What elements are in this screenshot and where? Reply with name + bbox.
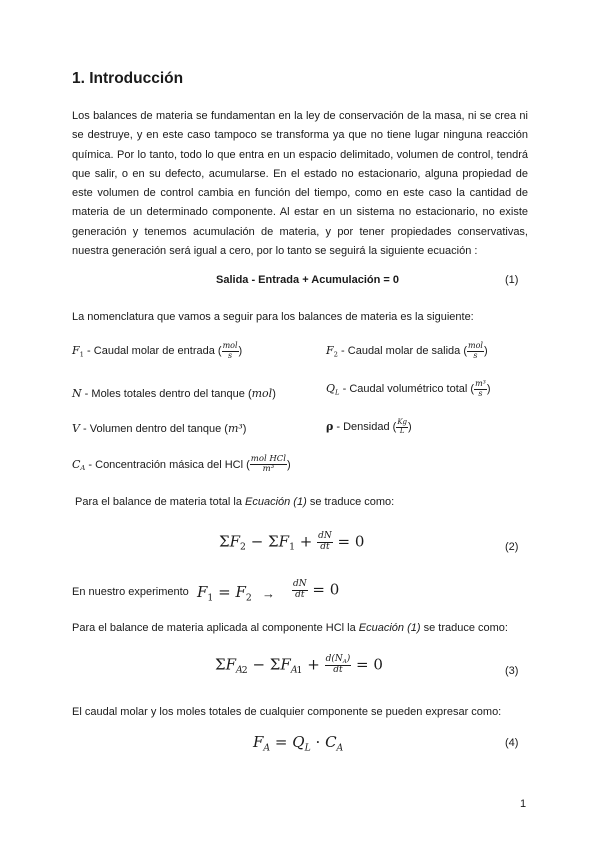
arrow-symbol: →	[262, 586, 275, 601]
equation-3-number: (3)	[505, 665, 519, 677]
equation-1-reference: Ecuación (1)	[245, 496, 307, 508]
equation-1-reference-2: Ecuación (1)	[358, 622, 421, 634]
nomenclature-item-ql: $Q_L$ - Caudal volumétrico total ( $\frac{\text{m³}}{s}$ )	[326, 379, 491, 398]
nomenclature-item-v: V - Volumen dentro del tanque (m³)	[72, 422, 247, 435]
nomenclature-item-rho: ρ - Densidad ( $\frac{Kg}{L}$ )	[326, 418, 412, 435]
experiment-relation: $F_1 = F_2$	[197, 583, 252, 604]
nomenclature-item-n: N - Moles totales dentro del tanque (mol)	[72, 387, 276, 400]
nomenclature-intro: La nomenclatura que vamos a seguir para los balances de materia es la siguiente:	[72, 311, 474, 323]
intro-paragraph: Los balances de materia se fundamentan en la ley de conservación de la masa, ni se crea ni se destruye, y en este caso tampoco se transforma ya que no tiene lugar ninguna reacción química. Por lo tanto, todo lo que entra en un espacio delimitado, volumen de control, tendrá que salir, o en su defecto, acumularse. En el estado no estacionario, alguna propiedad de este volumen de control cambia en función del tiempo, como en este caso la cantidad de materia de un determinado componente. Al estar en un sistema no estacionario, no existe generación y tenemos acumulación de materia, y por tener propiedades conservativas, nuestra generación será igual a cero, por lo tanto se seguirá la siguiente ecuación :	[72, 110, 528, 258]
total-balance-text: Para el balance de materia total la Ecuación (1) se traduce como:	[75, 496, 395, 508]
nomenclature-item-f2: $F_2$ - Caudal molar de salida ( $\frac{\text{mol}}{s}$ )	[326, 341, 488, 360]
page-number: 1	[520, 798, 527, 810]
expression-text: El caudal molar y los moles totales de cualquier componente se pueden expresar como:	[72, 706, 502, 718]
experiment-text: En nuestro experimento	[72, 586, 189, 598]
equation-4-number: (4)	[505, 737, 519, 749]
component-balance-text: Para el balance de materia aplicada al componente HCl la Ecuación (1) se traduce como:	[72, 622, 508, 634]
experiment-result: $\frac{dN}{dt}$ = 0	[293, 579, 340, 600]
nomenclature-item-ca: $C_A$ - Concentración másica del HCl ( $\frac{\text{mol HCl}}{\text{m³}}$ )	[72, 454, 291, 475]
equation-1: Salida - Entrada + Acumulación = 0	[216, 274, 399, 286]
equation-4: $F_A = Q_L \cdot C_A$	[253, 733, 344, 754]
section-number: 1.	[72, 70, 85, 87]
nomenclature-item-f1: $F_1$ - Caudal molar de entrada ( $\frac{\text{mol}}{s}$ )	[72, 341, 243, 360]
section-heading	[72, 70, 183, 88]
section-title: Introducción	[89, 70, 184, 87]
equation-2-number: (2)	[505, 541, 519, 553]
equation-2: $\Sigma F_2 - \Sigma F_1$ + $\frac{dN}{dt}$ = 0	[219, 531, 365, 553]
equation-1-number: (1)	[505, 274, 519, 286]
equation-3: $\Sigma F_{A2} - \Sigma F_{A1}$ + $\frac{d(N_A)}{dt}$ = 0	[215, 654, 383, 676]
